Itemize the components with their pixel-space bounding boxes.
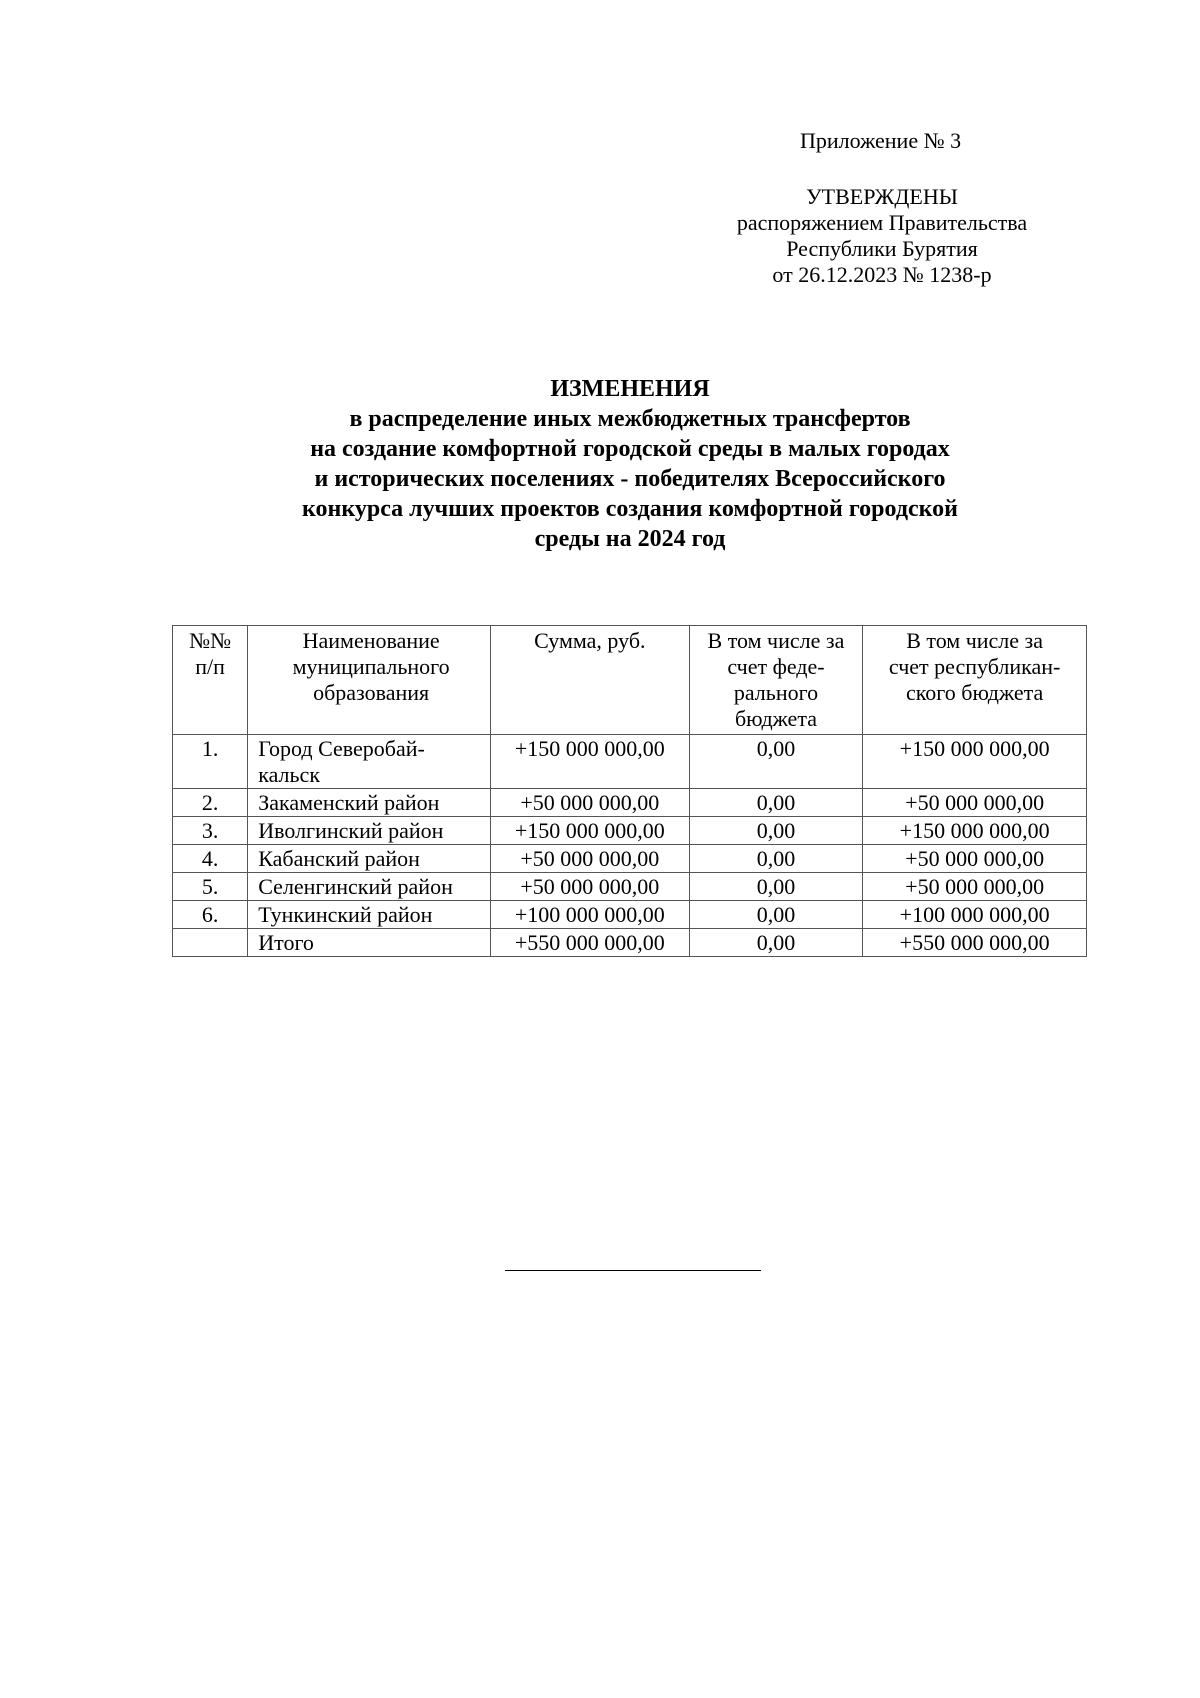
header-municipality [248,626,491,735]
row-municipality: Итого [248,929,491,957]
row-federal: 0,00 [689,817,863,845]
title-line: в распределение иных межбюджетных трансфертов [349,406,911,432]
row-municipality [248,735,491,789]
row-number: 4. [173,845,248,873]
header-text: В том числе за [906,628,1044,653]
table-header-row [173,626,1087,735]
row-municipality: Закаменский район [248,789,491,817]
row-federal: 0,00 [689,929,863,957]
row-republican: +50 000 000,00 [863,789,1087,817]
header-text: п/п [195,654,225,679]
header-number [173,626,248,735]
row-sum: +50 000 000,00 [491,789,690,817]
header-text: Сумма, руб. [534,628,646,653]
approval-line: УТВЕРЖДЕНЫ [806,184,958,209]
row-federal: 0,00 [689,845,863,873]
header-sum [491,626,690,735]
header-text: ского бюджета [905,680,1044,705]
row-municipality: Иволгинский район [248,817,491,845]
header-text: №№ [189,628,232,653]
header-text: счет республикан- [888,654,1061,679]
row-municipality: Селенгинский район [248,873,491,901]
table-row [173,873,1087,901]
table-row [173,845,1087,873]
row-sum: +50 000 000,00 [491,873,690,901]
row-municipality: Кабанский район [248,845,491,873]
row-number: 2. [173,789,248,817]
title-line: и исторических поселениях - победителях Всероссийского [314,466,946,492]
row-federal: 0,00 [689,901,863,929]
row-municipality-line: Город Северобай- [258,736,425,761]
header-federal [689,626,863,735]
row-number: 6. [173,901,248,929]
header-text: бюджета [734,706,817,731]
row-federal: 0,00 [689,735,863,789]
approval-date-line: от 26.12.2023 № 1238-р [772,262,992,287]
header-text: Наименование [302,628,440,653]
row-municipality: Тункинский район [248,901,491,929]
row-municipality-line: кальск [258,762,321,787]
row-federal: 0,00 [689,873,863,901]
table-row [173,901,1087,929]
table-row [173,789,1087,817]
title-line: ИЗМЕНЕНИЯ [550,376,710,402]
approval-line: Республики Бурятия [786,236,978,261]
row-republican: +50 000 000,00 [863,873,1087,901]
row-sum: +150 000 000,00 [491,735,690,789]
table-row [173,735,1087,789]
title-line: среды на 2024 год [534,526,726,552]
row-federal: 0,00 [689,789,863,817]
row-number: 5. [173,873,248,901]
header-republican [863,626,1087,735]
header-text: рального [733,680,819,705]
document-title [180,374,1080,554]
title-line: конкурса лучших проектов создания комфортной городской [302,496,958,522]
closing-divider [505,1270,761,1271]
row-republican: +550 000 000,00 [863,929,1087,957]
row-sum: +50 000 000,00 [491,845,690,873]
row-number: 3. [173,817,248,845]
row-republican: +100 000 000,00 [863,901,1087,929]
header-text: счет феде- [727,654,825,679]
header-text: В том числе за [707,628,845,653]
table-total-row [173,929,1087,957]
row-republican: +150 000 000,00 [863,735,1087,789]
appendix-number: Приложение № 3 [800,128,962,153]
row-republican: +50 000 000,00 [863,845,1087,873]
distribution-table [172,625,1087,957]
header-text: муниципального [292,654,450,679]
title-line: на создание комфортной городской среды в малых городах [310,436,950,462]
row-sum: +100 000 000,00 [491,901,690,929]
row-republican: +150 000 000,00 [863,817,1087,845]
approval-line: распоряжением Правительства [736,210,1028,235]
row-number: 1. [173,735,248,789]
table-row [173,817,1087,845]
approval-block [712,184,1052,288]
row-sum: +550 000 000,00 [491,929,690,957]
row-number [173,929,248,957]
header-text: образования [313,680,430,705]
row-sum: +150 000 000,00 [491,817,690,845]
